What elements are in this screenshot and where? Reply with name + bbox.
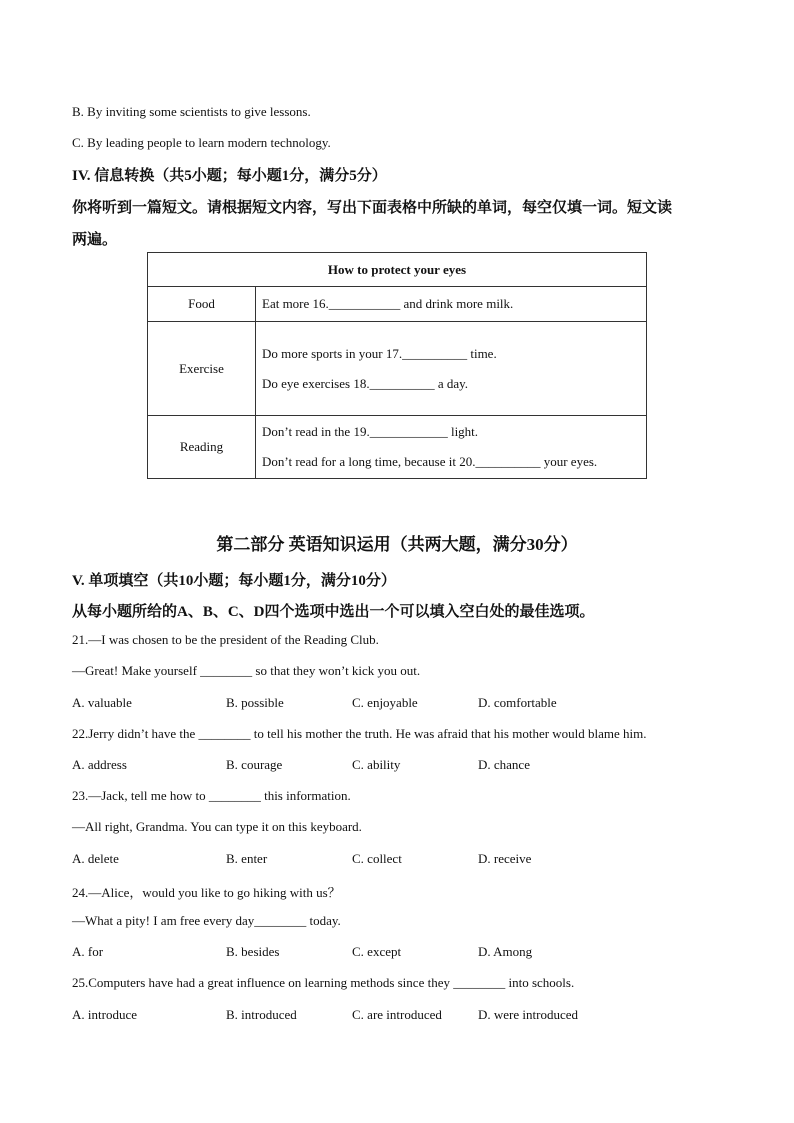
table-row — [148, 416, 647, 479]
q24-option-a: A. for — [72, 944, 104, 959]
table-caption: How to protect your eyes — [148, 253, 647, 287]
part2-title: 第二部分 英语知识运用（共两大题，满分30分） — [216, 535, 578, 554]
question-23-line: —All right, Grandma. You can type it on this keyboard. — [72, 819, 362, 834]
q24-option-c: C. except — [352, 944, 402, 959]
q23-option-d: D. receive — [478, 851, 532, 866]
q21-option-a: A. valuable — [72, 695, 132, 710]
section5-instruction: 从每小题所给的A、B、C、D四个选项中选出一个可以填入空白处的最佳选项。 — [72, 604, 595, 620]
row-label: Exercise — [148, 322, 256, 416]
q23-option-c: C. collect — [352, 851, 402, 866]
row-content — [256, 287, 647, 322]
q22-option-b: B. courage — [226, 757, 283, 772]
row-label: Reading — [148, 416, 256, 479]
q22-option-a: A. address — [72, 757, 127, 772]
q23-option-b: B. enter — [226, 851, 268, 866]
q25-option-a: A. introduce — [72, 1007, 137, 1022]
q24-option-b: B. besides — [226, 944, 280, 959]
section4-instruction: 你将听到一篇短文。请根据短文内容，写出下面表格中所缺的单词，每空仅填一词。短文读 — [72, 200, 673, 216]
q25-option-c: C. are introduced — [352, 1007, 442, 1022]
row-line: Don’t read for a long time, because it 20.__________ your eyes. — [262, 454, 598, 469]
q23-option-a: A. delete — [72, 851, 119, 866]
question-24-line: 24.—Alice，would you like to go hiking with us？ — [72, 885, 341, 900]
row-line: Do more sports in your 17.__________ time. — [262, 345, 497, 361]
section4-heading: IV. 信息转换（共5小题；每小题1分，满分5分） — [72, 168, 387, 184]
q21-option-d: D. comfortable — [478, 695, 557, 710]
q21-option-c: C. enjoyable — [352, 695, 418, 710]
q21-option-b: B. possible — [226, 695, 284, 710]
row-content — [256, 322, 647, 416]
table-row — [148, 287, 647, 322]
question-21-line: 21.—I was chosen to be the president of the Reading Club. — [72, 632, 379, 647]
question-22-line: 22.Jerry didn’t have the ________ to tell his mother the truth. He was afraid that his mother would blame him. — [72, 726, 647, 741]
question-23-line: 23.—Jack, tell me how to ________ this information. — [72, 788, 351, 803]
section5-heading: V. 单项填空（共10小题；每小题1分，满分10分） — [72, 573, 396, 589]
q22-option-c: C. ability — [352, 757, 401, 772]
question-25-line: 25.Computers have had a great influence on learning methods since they ________ into schools. — [72, 975, 575, 990]
q24-option-d: D. Among — [478, 944, 533, 959]
prev-option-b: B. By inviting some scientists to give lessons. — [72, 104, 311, 119]
table-row — [148, 322, 647, 416]
row-line: Don’t read in the 19.____________ light. — [262, 424, 479, 439]
row-label: Food — [148, 287, 256, 322]
row-line: Do eye exercises 18.__________ a day. — [262, 375, 469, 391]
section4-instruction-cont: 两遍。 — [72, 232, 118, 248]
question-21-line: —Great! Make yourself ________ so that they won’t kick you out. — [72, 663, 421, 678]
q25-option-b: B. introduced — [226, 1007, 297, 1022]
q25-option-d: D. were introduced — [478, 1007, 578, 1022]
row-content — [256, 416, 647, 479]
row-line: Eat more 16.___________ and drink more milk. — [262, 296, 514, 311]
prev-option-c: C. By leading people to learn modern technology. — [72, 135, 331, 150]
q22-option-d: D. chance — [478, 757, 530, 772]
question-24-line: —What a pity! I am free every day________ today. — [72, 913, 341, 928]
info-table — [147, 252, 647, 479]
